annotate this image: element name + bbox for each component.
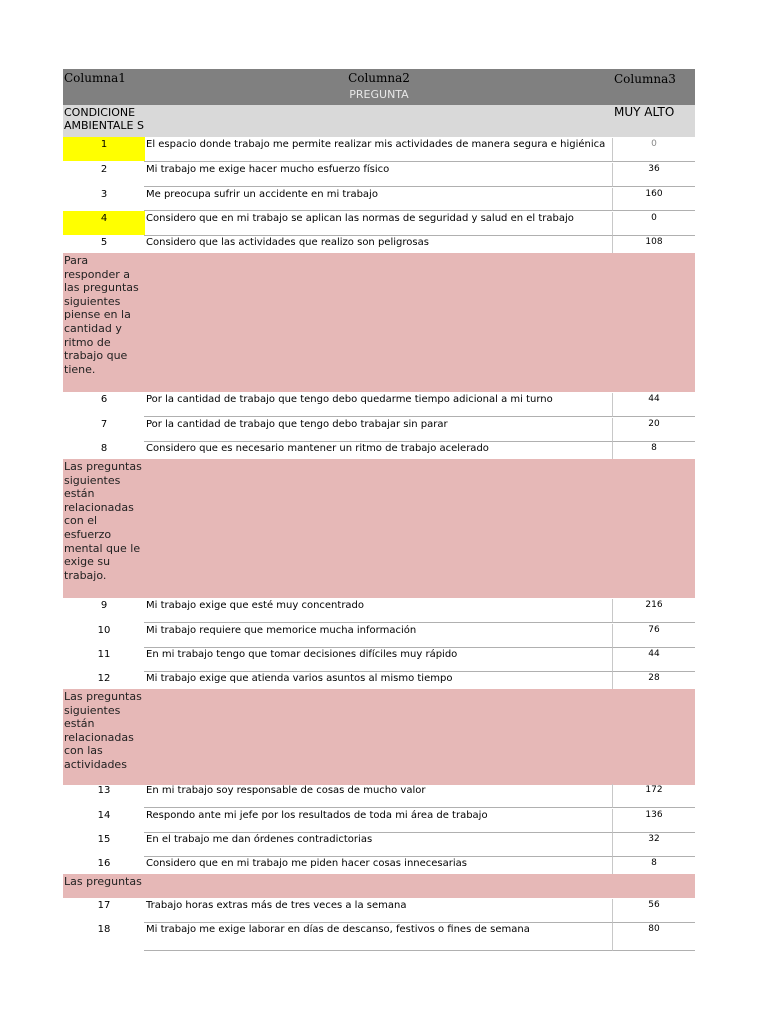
row-number: 2 bbox=[100, 164, 108, 175]
section-band bbox=[63, 459, 695, 598]
row-number: 1 bbox=[100, 139, 108, 150]
row-value[interactable]: 8 bbox=[612, 442, 695, 459]
row-value[interactable]: 44 bbox=[612, 393, 695, 417]
row-number: 18 bbox=[97, 924, 111, 935]
category-label: CONDICIONE AMBIENTALE S bbox=[64, 106, 144, 132]
row-value[interactable]: 32 bbox=[612, 833, 695, 857]
row-value[interactable]: 0 bbox=[612, 138, 695, 162]
row-question[interactable]: Mi trabajo exige que atienda varios asuntos al mismo tiempo bbox=[146, 673, 453, 684]
row-value[interactable]: 172 bbox=[612, 784, 695, 808]
section-text: Las preguntas bbox=[64, 875, 142, 888]
row-number: 7 bbox=[100, 419, 108, 430]
row-number: 5 bbox=[100, 237, 108, 248]
row-value[interactable]: 36 bbox=[612, 163, 695, 187]
category-band bbox=[63, 105, 695, 137]
row-question[interactable]: Por la cantidad de trabajo que tengo debo quedarme tiempo adicional a mi turno bbox=[144, 393, 612, 417]
section-text: Para responder a las preguntas siguientes piense en la cantidad y ritmo de trabajo que tiene. bbox=[64, 254, 139, 376]
row-question[interactable]: Trabajo horas extras más de tres veces a la semana bbox=[144, 899, 612, 923]
row-question[interactable]: Me preocupa sufrir un accidente en mi trabajo bbox=[144, 188, 612, 211]
row-question[interactable]: Mi trabajo me exige hacer mucho esfuerzo físico bbox=[144, 163, 612, 187]
row-number: 13 bbox=[97, 785, 111, 796]
row-question[interactable]: En mi trabajo tengo que tomar decisiones difíciles muy rápido bbox=[144, 648, 612, 672]
row-question[interactable]: Considero que en mi trabajo me piden hacer cosas innecesarias bbox=[146, 858, 467, 869]
row-value[interactable]: 0 bbox=[612, 212, 695, 236]
row-value[interactable]: 20 bbox=[612, 418, 695, 442]
row-value[interactable]: 8 bbox=[612, 857, 695, 874]
row-number: 12 bbox=[97, 673, 111, 684]
row-value[interactable]: 56 bbox=[612, 899, 695, 923]
section-band bbox=[63, 253, 695, 392]
row-question[interactable]: Considero que las actividades que realizo son peligrosas bbox=[146, 237, 429, 248]
row-number: 15 bbox=[97, 834, 111, 845]
muy-alto-label: MUY ALTO bbox=[614, 105, 675, 119]
row-value[interactable]: 160 bbox=[612, 188, 695, 211]
header-col2-sub: PREGUNTA bbox=[349, 88, 409, 101]
row-number: 6 bbox=[100, 394, 108, 405]
header-col3[interactable]: Columna3 bbox=[614, 72, 676, 86]
row-number: 14 bbox=[97, 810, 111, 821]
header-col2[interactable]: Columna2 bbox=[348, 71, 410, 85]
row-value[interactable]: 80 bbox=[612, 923, 695, 951]
row-question[interactable]: Considero que en mi trabajo se aplican las normas de seguridad y salud en el trabajo bbox=[144, 212, 612, 236]
row-number: 16 bbox=[97, 858, 111, 869]
row-value[interactable]: 76 bbox=[612, 624, 695, 648]
row-number: 3 bbox=[100, 189, 108, 200]
row-question[interactable]: Mi trabajo me exige laborar en días de descanso, festivos o fines de semana bbox=[144, 923, 612, 951]
row-question[interactable]: En el trabajo me dan órdenes contradictorias bbox=[144, 833, 612, 857]
row-question[interactable]: Respondo ante mi jefe por los resultados de toda mi área de trabajo bbox=[144, 809, 612, 833]
row-number: 10 bbox=[97, 625, 111, 636]
row-number: 11 bbox=[97, 649, 111, 660]
row-value[interactable]: 136 bbox=[612, 809, 695, 833]
row-value[interactable]: 108 bbox=[612, 236, 695, 253]
row-question[interactable]: Mi trabajo exige que esté muy concentrado bbox=[144, 599, 612, 623]
row-number: 4 bbox=[100, 213, 108, 224]
row-value[interactable]: 28 bbox=[612, 672, 695, 689]
section-band bbox=[63, 874, 695, 898]
row-value[interactable]: 44 bbox=[612, 648, 695, 672]
row-question[interactable]: Por la cantidad de trabajo que tengo debo trabajar sin parar bbox=[144, 418, 612, 442]
row-value[interactable]: 216 bbox=[612, 599, 695, 623]
section-text: Las preguntas siguientes están relacionadas con las actividades bbox=[64, 690, 142, 771]
section-text: Las preguntas siguientes están relacionadas con el esfuerzo mental que le exige su trabajo. bbox=[64, 460, 142, 582]
row-number: 8 bbox=[100, 443, 108, 454]
section-band bbox=[63, 689, 695, 785]
row-number: 17 bbox=[97, 900, 111, 911]
row-question[interactable]: Mi trabajo requiere que memorice mucha información bbox=[144, 624, 612, 648]
row-question[interactable]: El espacio donde trabajo me permite realizar mis actividades de manera segura e higiénica bbox=[144, 138, 612, 162]
row-number: 9 bbox=[100, 600, 108, 611]
row-question[interactable]: En mi trabajo soy responsable de cosas de mucho valor bbox=[144, 784, 612, 808]
row-question[interactable]: Considero que es necesario mantener un ritmo de trabajo acelerado bbox=[146, 443, 489, 454]
header-col1[interactable]: Columna1 bbox=[64, 71, 126, 85]
